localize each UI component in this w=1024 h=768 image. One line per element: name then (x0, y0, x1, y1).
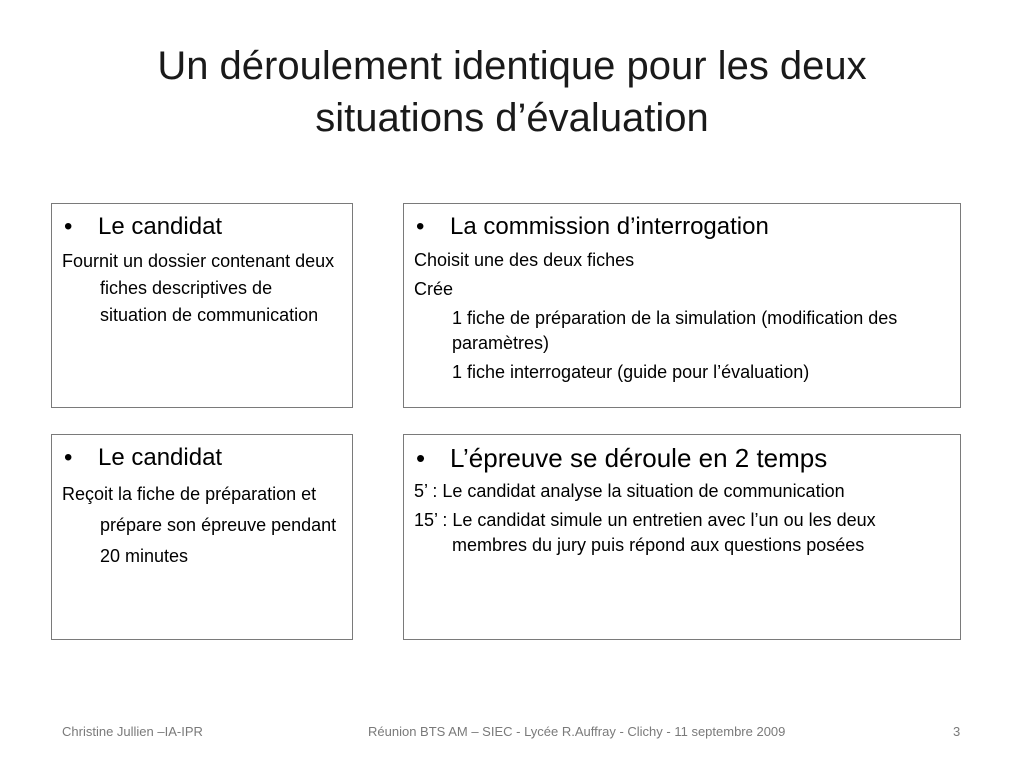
box-subtext: 1 fiche interrogateur (guide pour l’évaluation) (452, 362, 810, 382)
bullet-icon: • (416, 213, 425, 240)
footer-event: Réunion BTS AM – SIEC - Lycée R.Auffray - Clichy - 11 septembre 2009 (368, 724, 786, 739)
box-heading-text: L’épreuve se déroule en 2 temps (450, 443, 828, 473)
footer-author: Christine Jullien –IA-IPR (62, 724, 203, 739)
box-text: 15’ : Le candidat simule un entretien avec l’un ou les deux membres du jury puis répond aux questions posées (414, 510, 876, 555)
box-heading (414, 212, 950, 242)
slide-title-line-1: Un déroulement identique pour les deux (157, 44, 867, 88)
bullet-icon: • (416, 443, 426, 473)
slide-title (60, 40, 964, 144)
candidate-preparation-box (51, 434, 353, 640)
box-heading-text: Le candidat (98, 213, 223, 240)
box-text: Crée (414, 279, 454, 299)
box-subtext: 1 fiche de préparation de la simulation (modification des paramètres) (452, 308, 898, 353)
box-text: Reçoit la fiche de préparation et prépare son épreuve pendant 20 minutes (62, 484, 337, 566)
box-text: 5’ : Le candidat analyse la situation de communication (414, 481, 845, 501)
page-number: 3 (953, 724, 961, 739)
bullet-icon: • (64, 213, 73, 240)
candidate-dossier-box (51, 203, 353, 408)
slide-title-line-2: situations d’évaluation (315, 96, 709, 140)
bullet-icon: • (64, 444, 73, 471)
box-heading (62, 443, 342, 473)
box-heading (414, 443, 950, 473)
box-heading-text: La commission d’interrogation (450, 213, 769, 240)
box-text: Fournit un dossier contenant deux fiches descriptives de situation de communication (62, 251, 335, 325)
box-heading (62, 212, 342, 242)
exam-steps-box (403, 434, 961, 640)
box-heading-text: Le candidat (98, 444, 223, 471)
box-text: Choisit une des deux fiches (414, 250, 635, 270)
commission-box (403, 203, 961, 408)
